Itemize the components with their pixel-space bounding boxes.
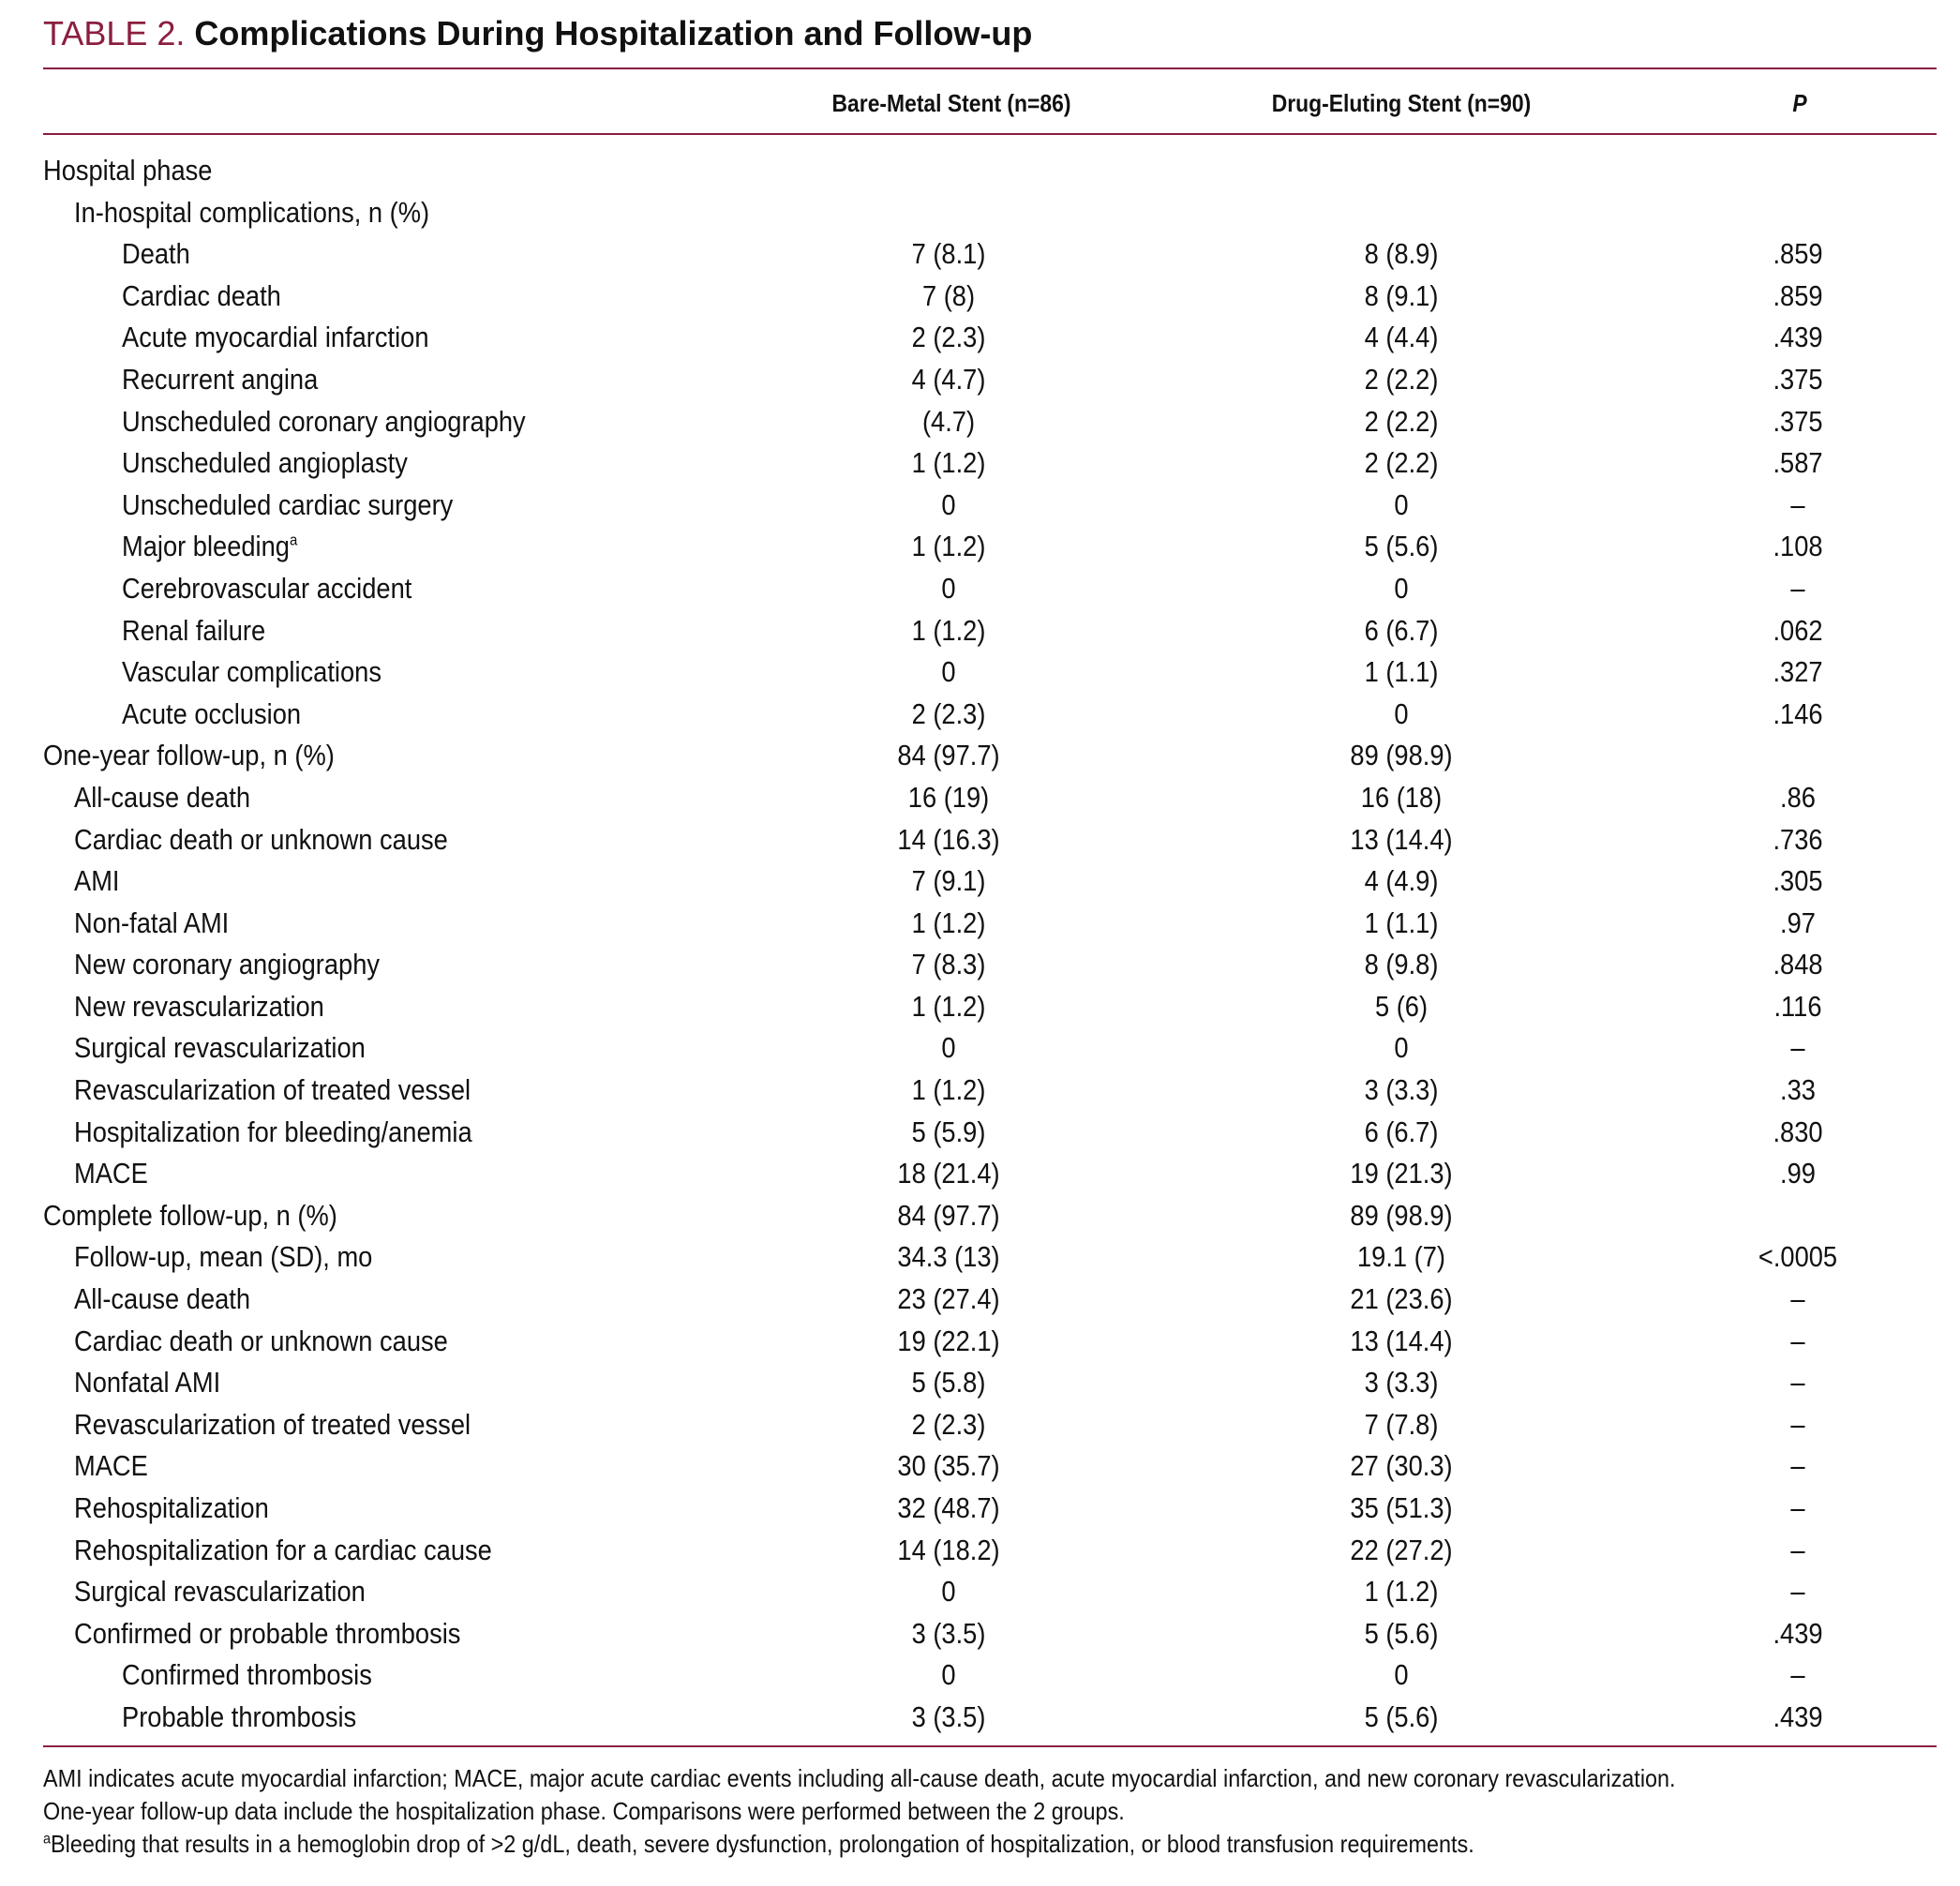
p-value: .108 — [1773, 530, 1823, 563]
table-row — [0, 442, 1960, 485]
row-label-text: Confirmed thrombosis — [122, 1658, 372, 1692]
table-row — [0, 1279, 1960, 1321]
des-value: 3 (3.3) — [1364, 1366, 1439, 1400]
des-value: 1 (1.1) — [1364, 906, 1439, 939]
header-rule — [43, 133, 1937, 135]
table-row — [0, 1153, 1960, 1195]
bms-value: 0 — [941, 1031, 956, 1065]
table-row — [0, 777, 1960, 819]
p-value: .86 — [1780, 780, 1816, 814]
p-value: – — [1790, 1491, 1805, 1524]
p-value: .375 — [1773, 362, 1823, 396]
bms-value: 1 (1.2) — [911, 1073, 986, 1107]
header-des: Drug-Eluting Stent (n=90) — [1271, 89, 1532, 117]
row-label — [122, 276, 281, 318]
row-label — [122, 568, 411, 610]
des-value: 2 (2.2) — [1364, 362, 1439, 396]
bms-value: 1 (1.2) — [911, 906, 986, 939]
row-label-text: Unscheduled cardiac surgery — [122, 487, 454, 521]
des-value: 27 (30.3) — [1350, 1449, 1453, 1483]
bms-value: 34.3 (13) — [897, 1240, 1000, 1274]
row-label — [74, 1362, 220, 1404]
row-label-text: Probable thrombosis — [122, 1699, 357, 1733]
p-value: .439 — [1773, 1616, 1823, 1650]
row-label-text: AMI — [74, 864, 120, 898]
des-value: 8 (9.8) — [1364, 948, 1439, 981]
bottom-rule — [43, 1745, 1937, 1747]
footnote-bleeding-text: Bleeding that results in a hemoglobin drop of >2 g/dL, death, severe dysfunction, prolongation of hospitalization, or blood transfusion requirements. — [51, 1830, 1474, 1858]
row-label-text: Unscheduled angioplasty — [122, 446, 408, 480]
bms-value: 7 (8.3) — [911, 948, 986, 981]
p-value: .327 — [1773, 655, 1823, 689]
row-label-text: Surgical revascularization — [74, 1031, 366, 1065]
p-value: – — [1790, 1533, 1805, 1566]
des-value: 4 (4.4) — [1364, 321, 1439, 354]
row-label-text: Nonfatal AMI — [74, 1366, 221, 1400]
des-value: 5 (5.6) — [1364, 530, 1439, 563]
bms-value: 4 (4.7) — [911, 362, 986, 396]
row-label-text: Unscheduled coronary angiography — [122, 404, 526, 438]
row-label — [43, 735, 335, 777]
des-value: 21 (23.6) — [1350, 1282, 1453, 1316]
bms-value: 16 (19) — [907, 780, 990, 814]
p-value: – — [1790, 1658, 1805, 1692]
table-row — [0, 944, 1960, 986]
table-row — [0, 651, 1960, 694]
p-value: – — [1790, 487, 1805, 521]
row-label — [74, 1279, 250, 1321]
row-label — [74, 1321, 448, 1363]
table-row — [0, 1362, 1960, 1404]
bms-value: 18 (21.4) — [897, 1157, 1000, 1190]
row-label-text: Non-fatal AMI — [74, 906, 230, 939]
row-label — [74, 1112, 472, 1154]
row-label-text: Renal failure — [122, 613, 266, 647]
table-row — [0, 1445, 1960, 1488]
p-value: .97 — [1780, 906, 1816, 939]
bms-value: 7 (8) — [921, 278, 976, 312]
row-label — [122, 610, 265, 652]
p-value: – — [1790, 1449, 1805, 1483]
table-row — [0, 986, 1960, 1028]
row-label — [74, 1070, 471, 1112]
table-row — [0, 1236, 1960, 1279]
row-label-text: Rehospitalization for a cardiac cause — [74, 1533, 492, 1566]
row-label-text: New coronary angiography — [74, 948, 381, 981]
row-label-text: Follow-up, mean (SD), mo — [74, 1240, 373, 1274]
p-value: .062 — [1773, 613, 1823, 647]
des-value: 3 (3.3) — [1364, 1073, 1439, 1107]
des-value: 0 — [1394, 1031, 1409, 1065]
row-label — [122, 651, 382, 694]
p-value: – — [1790, 1031, 1805, 1065]
p-value: .859 — [1773, 237, 1823, 271]
row-label-text: All-cause death — [74, 780, 251, 814]
row-label — [74, 903, 229, 945]
bms-value: 2 (2.3) — [911, 696, 986, 730]
des-value: 2 (2.2) — [1364, 446, 1439, 480]
row-label-text: Complete follow-up, n (%) — [43, 1198, 337, 1232]
row-label-text: One-year follow-up, n (%) — [43, 739, 335, 772]
p-value: – — [1790, 1366, 1805, 1400]
row-label-text: Cardiac death or unknown cause — [74, 1324, 448, 1357]
table-row — [0, 150, 1960, 192]
table-title — [43, 11, 1032, 56]
footnote-marker: a — [289, 531, 298, 550]
des-value: 5 (6) — [1374, 989, 1429, 1023]
bms-value: 0 — [941, 1575, 956, 1609]
des-value: 1 (1.1) — [1364, 655, 1439, 689]
row-label-text: Acute occlusion — [122, 696, 302, 730]
des-value: 6 (6.7) — [1364, 613, 1439, 647]
table-row — [0, 1571, 1960, 1613]
des-value: 89 (98.9) — [1350, 1198, 1453, 1232]
bms-value: 0 — [941, 1658, 956, 1692]
p-value: .736 — [1773, 822, 1823, 856]
bms-value: 14 (16.3) — [897, 822, 1000, 856]
table-row — [0, 526, 1960, 568]
row-label-text: Surgical revascularization — [74, 1575, 366, 1609]
row-label — [74, 986, 324, 1028]
row-label — [43, 150, 212, 192]
p-value: <.0005 — [1758, 1240, 1838, 1274]
bms-value: 30 (35.7) — [897, 1449, 1000, 1483]
bms-value: (4.7) — [921, 404, 976, 438]
row-label — [74, 1236, 372, 1279]
footnote-marker: a — [43, 1831, 52, 1848]
bms-value: 1 (1.2) — [911, 446, 986, 480]
p-value: .375 — [1773, 404, 1823, 438]
row-label — [74, 1571, 366, 1613]
table-label: TABLE 2. — [43, 14, 186, 52]
bms-value: 0 — [941, 571, 956, 605]
table-row — [0, 1070, 1960, 1112]
table-row — [0, 1195, 1960, 1237]
row-label — [122, 694, 301, 736]
bms-value: 1 (1.2) — [911, 613, 986, 647]
p-value: – — [1790, 1282, 1805, 1316]
header-p: P — [1792, 89, 1807, 117]
bms-value: 3 (3.5) — [911, 1699, 986, 1733]
table-row — [0, 401, 1960, 443]
row-label-text: Acute myocardial infarction — [122, 321, 429, 354]
table-row — [0, 1027, 1960, 1070]
des-value: 0 — [1394, 1658, 1409, 1692]
row-label-text: Recurrent angina — [122, 362, 319, 396]
row-label — [122, 359, 318, 401]
footnotes — [43, 1762, 1832, 1861]
row-label-text: Cerebrovascular accident — [122, 571, 412, 605]
row-label — [74, 1488, 269, 1530]
row-label-text: Revascularization of treated vessel — [74, 1407, 471, 1441]
bms-value: 2 (2.3) — [911, 321, 986, 354]
row-label — [74, 777, 250, 819]
bms-value: 0 — [941, 655, 956, 689]
table-row — [0, 819, 1960, 861]
row-label-text: New revascularization — [74, 989, 324, 1023]
row-label-text: MACE — [74, 1157, 148, 1190]
des-value: 35 (51.3) — [1350, 1491, 1453, 1524]
table-row — [0, 610, 1960, 652]
des-value: 8 (8.9) — [1364, 237, 1439, 271]
table-row — [0, 1404, 1960, 1446]
table-row — [0, 1654, 1960, 1697]
bms-value: 1 (1.2) — [911, 530, 986, 563]
table-row — [0, 903, 1960, 945]
row-label — [74, 819, 448, 861]
table-row — [0, 1613, 1960, 1655]
table-title-text: Complications During Hospitalization and Follow-up — [194, 14, 1033, 52]
row-label — [74, 1613, 460, 1655]
row-label-text: In-hospital complications, n (%) — [74, 195, 430, 229]
row-label — [43, 1195, 337, 1237]
des-value: 13 (14.4) — [1350, 1324, 1453, 1357]
des-value: 22 (27.2) — [1350, 1533, 1453, 1566]
table-row — [0, 233, 1960, 276]
p-value: – — [1790, 571, 1805, 605]
bms-value: 7 (8.1) — [911, 237, 986, 271]
footnote-followup: One-year follow-up data include the hospitalization phase. Comparisons were performed between the 2 groups. — [43, 1797, 1125, 1825]
p-value: .859 — [1773, 278, 1823, 312]
table-row — [0, 1321, 1960, 1363]
bms-value: 5 (5.8) — [911, 1366, 986, 1400]
des-value: 2 (2.2) — [1364, 404, 1439, 438]
des-value: 13 (14.4) — [1350, 822, 1453, 856]
des-value: 7 (7.8) — [1364, 1407, 1439, 1441]
des-value: 19.1 (7) — [1356, 1240, 1446, 1274]
table-body — [0, 150, 1960, 1739]
p-value: .116 — [1773, 989, 1822, 1023]
p-value: .439 — [1773, 1699, 1823, 1733]
des-value: 5 (5.6) — [1364, 1699, 1439, 1733]
bms-value: 0 — [941, 487, 956, 521]
row-label — [122, 526, 297, 568]
row-label — [122, 401, 526, 443]
row-label — [122, 442, 408, 485]
bms-value: 2 (2.3) — [911, 1407, 986, 1441]
bms-value: 84 (97.7) — [897, 1198, 1000, 1232]
p-value: .305 — [1773, 864, 1823, 898]
des-value: 5 (5.6) — [1364, 1616, 1439, 1650]
row-label-text: Cardiac death or unknown cause — [74, 822, 448, 856]
row-label — [74, 1530, 492, 1572]
row-label — [74, 1445, 148, 1488]
row-label-text: Rehospitalization — [74, 1491, 269, 1524]
row-label — [74, 1404, 471, 1446]
row-label — [74, 1153, 148, 1195]
row-label — [74, 1027, 366, 1070]
footnote-bleeding — [43, 1828, 1832, 1861]
table-row — [0, 1697, 1960, 1739]
table-row — [0, 861, 1960, 903]
row-label — [122, 1697, 356, 1739]
des-value: 19 (21.3) — [1350, 1157, 1453, 1190]
row-label-text: Revascularization of treated vessel — [74, 1073, 471, 1107]
row-label-text: Hospital phase — [43, 154, 213, 187]
p-value: .146 — [1773, 696, 1823, 730]
bms-value: 14 (18.2) — [897, 1533, 1000, 1566]
des-value: 6 (6.7) — [1364, 1115, 1439, 1148]
p-value: .830 — [1773, 1115, 1823, 1148]
des-value: 0 — [1394, 487, 1409, 521]
table-row — [0, 735, 1960, 777]
p-value: .99 — [1780, 1157, 1816, 1190]
des-value: 0 — [1394, 571, 1409, 605]
p-value: – — [1790, 1575, 1805, 1609]
p-value: .33 — [1780, 1073, 1816, 1107]
header-bms: Bare-Metal Stent (n=86) — [831, 89, 1071, 117]
p-value: – — [1790, 1324, 1805, 1357]
table-row — [0, 694, 1960, 736]
table-row — [0, 1488, 1960, 1530]
row-label — [74, 944, 380, 986]
row-label — [122, 485, 453, 527]
top-rule — [43, 67, 1937, 69]
bms-value: 3 (3.5) — [911, 1616, 986, 1650]
row-label-text: Cardiac death — [122, 278, 281, 312]
footnote-abbreviations: AMI indicates acute myocardial infarction; MACE, major acute cardiac events including all-cause death, acute myocardial infarction, and new coronary revascularization. — [43, 1764, 1676, 1792]
row-label-text: All-cause death — [74, 1282, 251, 1316]
p-value: – — [1790, 1407, 1805, 1441]
des-value: 1 (1.2) — [1364, 1575, 1439, 1609]
table-row — [0, 568, 1960, 610]
des-value: 8 (9.1) — [1364, 278, 1439, 312]
table-row — [0, 359, 1960, 401]
row-label — [74, 861, 120, 903]
table-row — [0, 276, 1960, 318]
bms-value: 7 (9.1) — [911, 864, 986, 898]
table-row — [0, 317, 1960, 359]
row-label-text: Confirmed or probable thrombosis — [74, 1616, 461, 1650]
bms-value: 84 (97.7) — [897, 739, 1000, 772]
row-label — [122, 317, 429, 359]
bms-value: 23 (27.4) — [897, 1282, 1000, 1316]
bms-value: 1 (1.2) — [911, 989, 986, 1023]
table-row — [0, 485, 1960, 527]
p-value: .848 — [1773, 948, 1823, 981]
row-label-text: Major bleeding — [122, 530, 290, 563]
bms-value: 19 (22.1) — [897, 1324, 1000, 1357]
des-value: 16 (18) — [1360, 780, 1443, 814]
row-label-text: Vascular complications — [122, 655, 382, 689]
table-row — [0, 1530, 1960, 1572]
p-value: .587 — [1773, 446, 1823, 480]
row-label — [122, 1654, 372, 1697]
row-label-text: MACE — [74, 1449, 148, 1483]
row-label-text: Hospitalization for bleeding/anemia — [74, 1115, 472, 1148]
bms-value: 5 (5.9) — [911, 1115, 986, 1148]
bms-value: 32 (48.7) — [897, 1491, 1000, 1524]
table-row — [0, 192, 1960, 234]
table-row — [0, 1112, 1960, 1154]
row-label-text: Death — [122, 237, 190, 271]
des-value: 4 (4.9) — [1364, 864, 1439, 898]
p-value: .439 — [1773, 321, 1823, 354]
row-label — [122, 233, 190, 276]
row-label — [74, 192, 429, 234]
des-value: 0 — [1394, 696, 1409, 730]
des-value: 89 (98.9) — [1350, 739, 1453, 772]
